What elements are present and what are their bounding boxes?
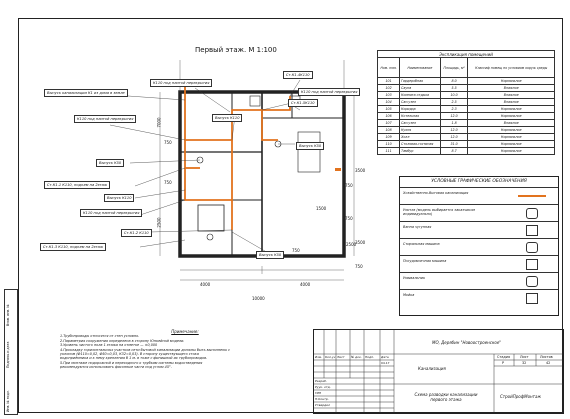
exp-header-name: Наименование — [400, 58, 441, 78]
explication-row — [378, 113, 555, 120]
legend-item — [400, 204, 558, 221]
legend-item — [400, 221, 558, 238]
explication-cell: 8.0 — [440, 78, 468, 85]
explication-cell: Влажное — [468, 85, 555, 92]
note-line-1: 1.Трубопроводы относятся от стен условно. — [60, 334, 140, 339]
note-line-3: 3.Уровень чистого пола 1 этажа на отметке — ±0,000 — [60, 343, 158, 348]
legend-item-label: Унитаз (модель выбирается заказчиком индивидуально) — [403, 207, 475, 216]
note-line-8: рекомендуются использовать фасонные части под углом 45°. — [60, 365, 172, 370]
explication-cell: 110 — [378, 141, 400, 148]
explication-cell: Сан.узел — [400, 99, 441, 106]
explication-cell: Комната отдыха — [400, 92, 441, 99]
stamp-stage: Р — [502, 361, 505, 365]
callout-st-k1-5: Ст.К1-5К110 — [288, 99, 318, 107]
exp-header-class: Классиф помещ по условиям окруж среды — [468, 58, 555, 78]
explication-cell: Нормальное — [468, 113, 555, 120]
explication-cell: Нормальное — [468, 127, 555, 134]
explication-cell: Сан.узел — [400, 120, 441, 127]
note-line-4: 4.Прокладку горизонтальных участков сети бытовой канализации должны быть выполнены с — [60, 347, 230, 352]
explication-row — [378, 92, 555, 99]
explication-cell: 31.0 — [440, 141, 468, 148]
dim-4000-left: 4000 — [200, 282, 211, 287]
explication-cell: Влажное — [468, 92, 555, 99]
explication-cell: Сауна — [400, 85, 441, 92]
legend-item-label: Хозяйственно-бытовая канализация — [403, 190, 469, 195]
explication-cell: Столовая-гостиная — [400, 141, 441, 148]
fixture-symbol-icon — [526, 259, 538, 270]
stamp-sheet: 32 — [522, 361, 527, 365]
explication-cell: 8.7 — [440, 148, 468, 155]
callout-outlet-k50-3: Выпуск К50 — [256, 251, 284, 259]
dim-750-4: 750 — [345, 216, 353, 221]
notes-heading: Примечание: — [171, 329, 199, 334]
explication-cell: Гардеробная — [400, 78, 441, 85]
stamp-row-label: Н.Контр. — [315, 397, 329, 401]
dim-750-2: 750 — [164, 180, 172, 185]
exp-header-num: Ном. пом. — [378, 58, 400, 78]
explication-cell: Кухня — [400, 127, 441, 134]
stamp-date: 04.17 — [381, 361, 390, 365]
explication-cell: 108 — [378, 127, 400, 134]
strip-label-3: Инв. № подл. — [6, 390, 10, 412]
explication-row — [378, 127, 555, 134]
dim-7000: 7000 — [156, 117, 162, 128]
callout-k110-1: К110 под плитой перекрытия — [150, 79, 212, 87]
fixture-symbol-icon — [526, 293, 538, 304]
note-line-5: уклоном (Ф110=0,02, Ф50=0,03, К32=0,03). В сторону существующего стока — [60, 352, 199, 357]
exp-header-area: Площадь, м² — [440, 58, 468, 78]
stamp-sheets: 42 — [546, 361, 551, 365]
drawing-title: Первый этаж. М 1:100 — [195, 46, 277, 54]
callout-outlet-k110-2: Выпуск К110 — [104, 194, 134, 202]
dim-4000-right: 4000 — [300, 282, 311, 287]
callout-k110-4: К110 под плитой перекрытия — [80, 209, 142, 217]
dim-750-6: 750 — [355, 264, 363, 269]
explication-cell: Нормальное — [468, 78, 555, 85]
dim-750-1: 750 — [164, 140, 172, 145]
dim-2500: 2500 — [156, 217, 162, 228]
fixture-symbol-icon — [526, 225, 538, 236]
explication-cell: Нормальное — [468, 134, 555, 141]
legend-item-label: Мойка — [403, 292, 415, 297]
notes — [60, 330, 230, 370]
dim-2500-b: 2500 — [346, 242, 357, 247]
legend-item-label: Умывальник — [403, 275, 426, 280]
sewer-line-icon — [518, 195, 546, 197]
fixture-symbol-icon — [526, 242, 538, 253]
stamp-section: Канализация — [418, 366, 446, 371]
stamp-company: СтройПрофМонтаж — [500, 394, 542, 399]
legend-item-label: Посудомоечная машина — [403, 258, 447, 263]
legend-item — [400, 255, 558, 272]
legend-item-label: Стиральная машина — [403, 241, 440, 246]
callout-st-k1-4: Ст.К1-4К110 — [283, 71, 313, 79]
explication-row — [378, 120, 555, 127]
callout-k110-3: К110 под плитой перекрытия — [74, 115, 136, 123]
note-line-6: водоприёмника и к нему крепления б 1 м. в тоже с финишной их трубопроводов. — [60, 356, 208, 361]
stamp-row-label: Изм. — [315, 355, 323, 359]
stamp-row-label: Руук. отд. — [315, 385, 331, 389]
explication-row — [378, 148, 555, 155]
dim-10000: 10000 — [252, 296, 265, 301]
explication-cell: 12.0 — [440, 134, 468, 141]
stamp-row-label: Утвердил — [315, 403, 331, 407]
callout-outlet-k1: Выпуск канализации К1 из дома в земле — [44, 89, 128, 97]
explication-row — [378, 106, 555, 113]
title-block — [313, 329, 564, 414]
callout-k110-2: К110 под плитой перекрытия — [298, 88, 360, 96]
explication-cell: Влажное — [468, 99, 555, 106]
stamp-row-label: Разраб. — [315, 379, 327, 383]
explication-cell: 103 — [378, 92, 400, 99]
explication-cell: Котельная — [400, 113, 441, 120]
fixture-symbol-icon — [526, 276, 538, 287]
callout-st-k1-1: Ст.К1-1 К110, подъем на 2этаж — [44, 181, 110, 189]
explication-cell: Холл — [400, 134, 441, 141]
stamp-row-label: Подп. — [365, 355, 375, 359]
fixture-symbol-icon — [526, 208, 538, 219]
note-line-2: 2.Параметрия сооружения определена в сторону Юнкейной модели. — [60, 338, 185, 343]
stamp-project: МО, Дерябин "Новоостроенское" — [432, 340, 502, 345]
explication-cell: Нормальное — [468, 106, 555, 113]
dim-750-5: 750 — [292, 248, 300, 253]
explication-cell: 111 — [378, 148, 400, 155]
dim-3500-a: 3500 — [355, 168, 366, 173]
strip-label-1: Взам. инв. № — [6, 304, 10, 326]
legend-title: УСЛОВНЫЕ ГРАФИЧЕСКИЕ ОБОЗНАЧЕНИЯ — [431, 179, 527, 184]
explication-row — [378, 134, 555, 141]
explication-cell: 106 — [378, 113, 400, 120]
explication-cell: 104 — [378, 99, 400, 106]
stamp-row-label: Дата — [381, 355, 389, 359]
explication-cell: 12.0 — [440, 113, 468, 120]
stamp-stage-label: Стадия — [497, 355, 511, 359]
callout-outlet-k50-1: Выпуск К50 — [296, 142, 324, 150]
explication-cell: 107 — [378, 120, 400, 127]
explication-cell: Тамбур — [400, 148, 441, 155]
explication-cell: 2.5 — [440, 99, 468, 106]
explication-cell: 2.3 — [440, 106, 468, 113]
explication-cell: 5.5 — [440, 85, 468, 92]
explication-cell: 109 — [378, 134, 400, 141]
explication-row — [378, 85, 555, 92]
strip-label-2: Подпись и дата — [6, 341, 10, 368]
legend-box — [399, 176, 559, 316]
explication-cell: 1.8 — [440, 120, 468, 127]
legend-item — [400, 289, 558, 306]
explication-cell: Нормальное — [468, 148, 555, 155]
stamp-sheet-label: Лист — [520, 355, 529, 359]
dim-1500: 1500 — [316, 206, 327, 211]
explication-row — [378, 78, 555, 85]
legend-item — [400, 187, 558, 204]
legend-item-label: Ванна чугунная — [403, 224, 432, 229]
explication-cell: 105 — [378, 106, 400, 113]
explication-cell: Коридор — [400, 106, 441, 113]
explication-table — [377, 50, 555, 155]
explication-title: Экспликация помещений — [378, 51, 555, 58]
explication-cell: 10.0 — [440, 92, 468, 99]
callout-outlet-k110-1: Выпуск К110 — [212, 114, 242, 122]
stamp-row-label: Кол.уч — [325, 355, 336, 359]
explication-row — [378, 141, 555, 148]
explication-cell: Влажное — [468, 120, 555, 127]
dim-3500-b: 3500 — [355, 240, 366, 245]
legend-item — [400, 238, 558, 255]
stamp-row-label: № док. — [351, 355, 362, 359]
legend-item — [400, 272, 558, 289]
stamp-sheets-label: Листов — [540, 355, 553, 359]
stamp-sheet-title: Схема разводки канализации первого этажа — [414, 392, 478, 402]
stamp-row-label: Лист — [337, 355, 345, 359]
explication-cell: 102 — [378, 85, 400, 92]
stamp-row-label: ГИП — [315, 391, 322, 395]
explication-row — [378, 99, 555, 106]
callout-st-k1-2: Ст.К1-2 К110 — [121, 229, 152, 237]
callout-st-k1-3: Ст.К1-3 К110, подъем на 2этаж — [40, 243, 106, 251]
explication-cell: Нормальное — [468, 141, 555, 148]
explication-cell: 12.0 — [440, 127, 468, 134]
callout-outlet-k50-2: Выпуск К50 — [96, 159, 124, 167]
note-line-7: 5.При монтаже подорожной и переходного к трубкам системы водоотведения — [60, 360, 203, 365]
explication-cell: 101 — [378, 78, 400, 85]
dim-750-3: 750 — [345, 183, 353, 188]
